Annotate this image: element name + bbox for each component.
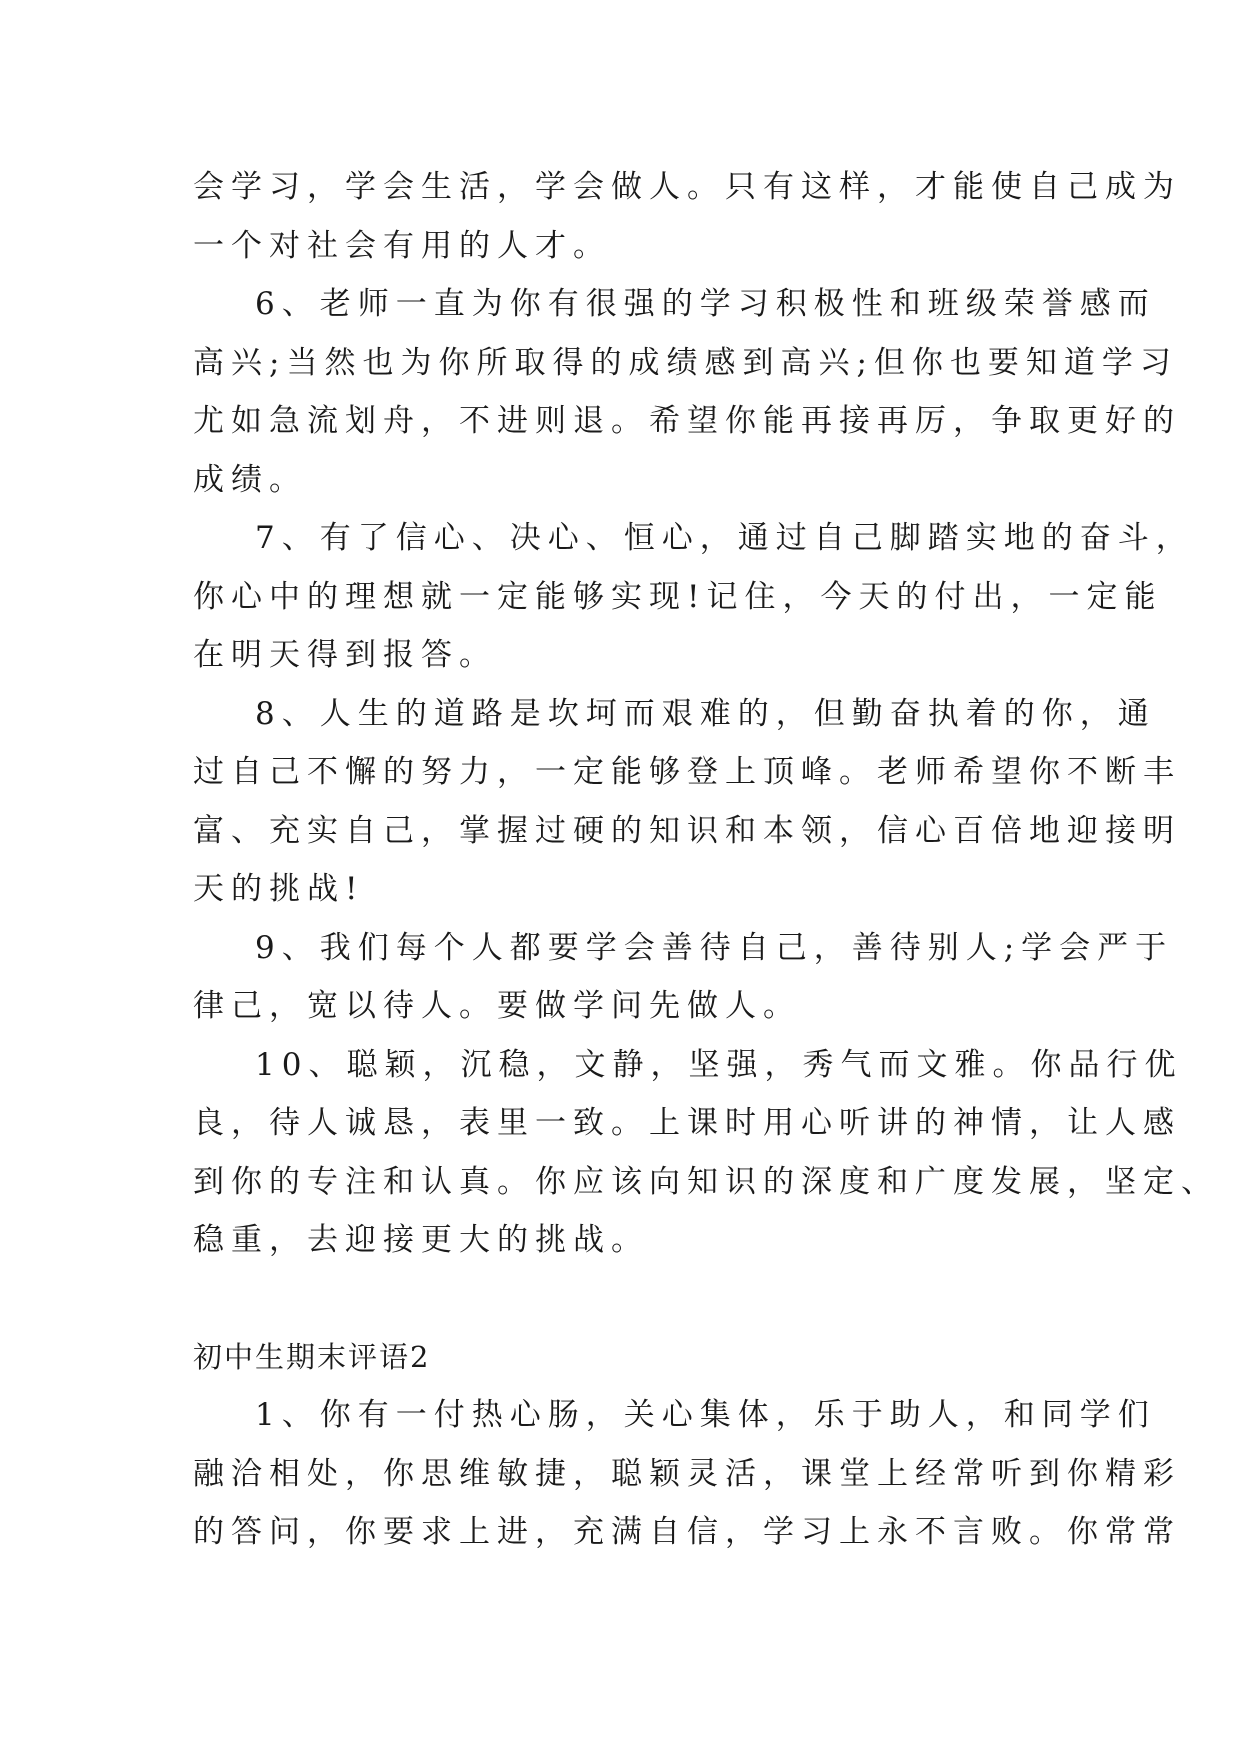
document-body (193, 158, 1219, 1562)
text-line: 9、我们每个人都要学会善待自己，善待别人;学会严于 (255, 929, 1174, 966)
comment-item-8 (193, 685, 1181, 919)
comment-item-9 (193, 919, 1174, 1036)
text-line: 1、你有一付热心肠，关心集体，乐于助人，和同学们 (255, 1397, 1156, 1433)
text-line: 稳重，去迎接更大的挑战。 (193, 1222, 649, 1258)
text-line: 在明天得到报答。 (193, 637, 497, 673)
section-spacer (193, 1270, 1063, 1328)
text-line: 良，待人诚恳，表里一致。上课时用心听讲的神情，让人感 (193, 1105, 1181, 1141)
text-line: 6、老师一直为你有很强的学习积极性和班级荣誉感而 (255, 286, 1156, 322)
text-line: 10、聪颖，沉稳，文静，坚强，秀气而文雅。你品行优 (255, 1046, 1183, 1083)
text-line: 过自己不懈的努力，一定能够登上顶峰。老师希望你不断丰 (193, 754, 1181, 790)
comment-item-10 (193, 1036, 1219, 1270)
text-line: 8、人生的道路是坎坷而艰难的，但勤奋执着的你，通 (255, 695, 1156, 732)
section-heading: 初中生期末评语2 (193, 1339, 431, 1374)
paragraph-continuation (193, 158, 1181, 275)
text-line: 融洽相处，你思维敏捷，聪颖灵活，课堂上经常听到你精彩 (193, 1455, 1181, 1492)
comment-item-7 (193, 509, 1194, 685)
text-line: 尤如急流划舟，不进则退。希望你能再接再厉，争取更好的 (193, 403, 1181, 439)
text-line: 你心中的理想就一定能够实现!记住，今天的付出，一定能 (193, 578, 1163, 615)
text-line: 富、充实自己，掌握过硬的知识和本领，信心百倍地迎接明 (193, 812, 1181, 849)
text-line: 律己，宽以待人。要做学问先做人。 (193, 988, 801, 1024)
comment-item-1 (193, 1386, 1181, 1562)
text-line: 会学习，学会生活，学会做人。只有这样，才能使自己成为 (193, 169, 1181, 205)
text-line: 一个对社会有用的人才。 (193, 227, 611, 264)
text-line: 7、有了信心、决心、恒心，通过自己脚踏实地的奋斗， (255, 520, 1194, 556)
text-line: 到你的专注和认真。你应该向知识的深度和广度发展，坚定、 (193, 1163, 1219, 1200)
text-line: 高兴;当然也为你所取得的成绩感到高兴;但你也要知道学习 (193, 344, 1178, 381)
text-line: 成绩。 (193, 461, 307, 498)
comment-item-6 (193, 275, 1181, 509)
text-line: 天的挑战! (193, 871, 365, 907)
text-line: 的答问，你要求上进，充满自信，学习上永不言败。你常常 (193, 1514, 1181, 1550)
